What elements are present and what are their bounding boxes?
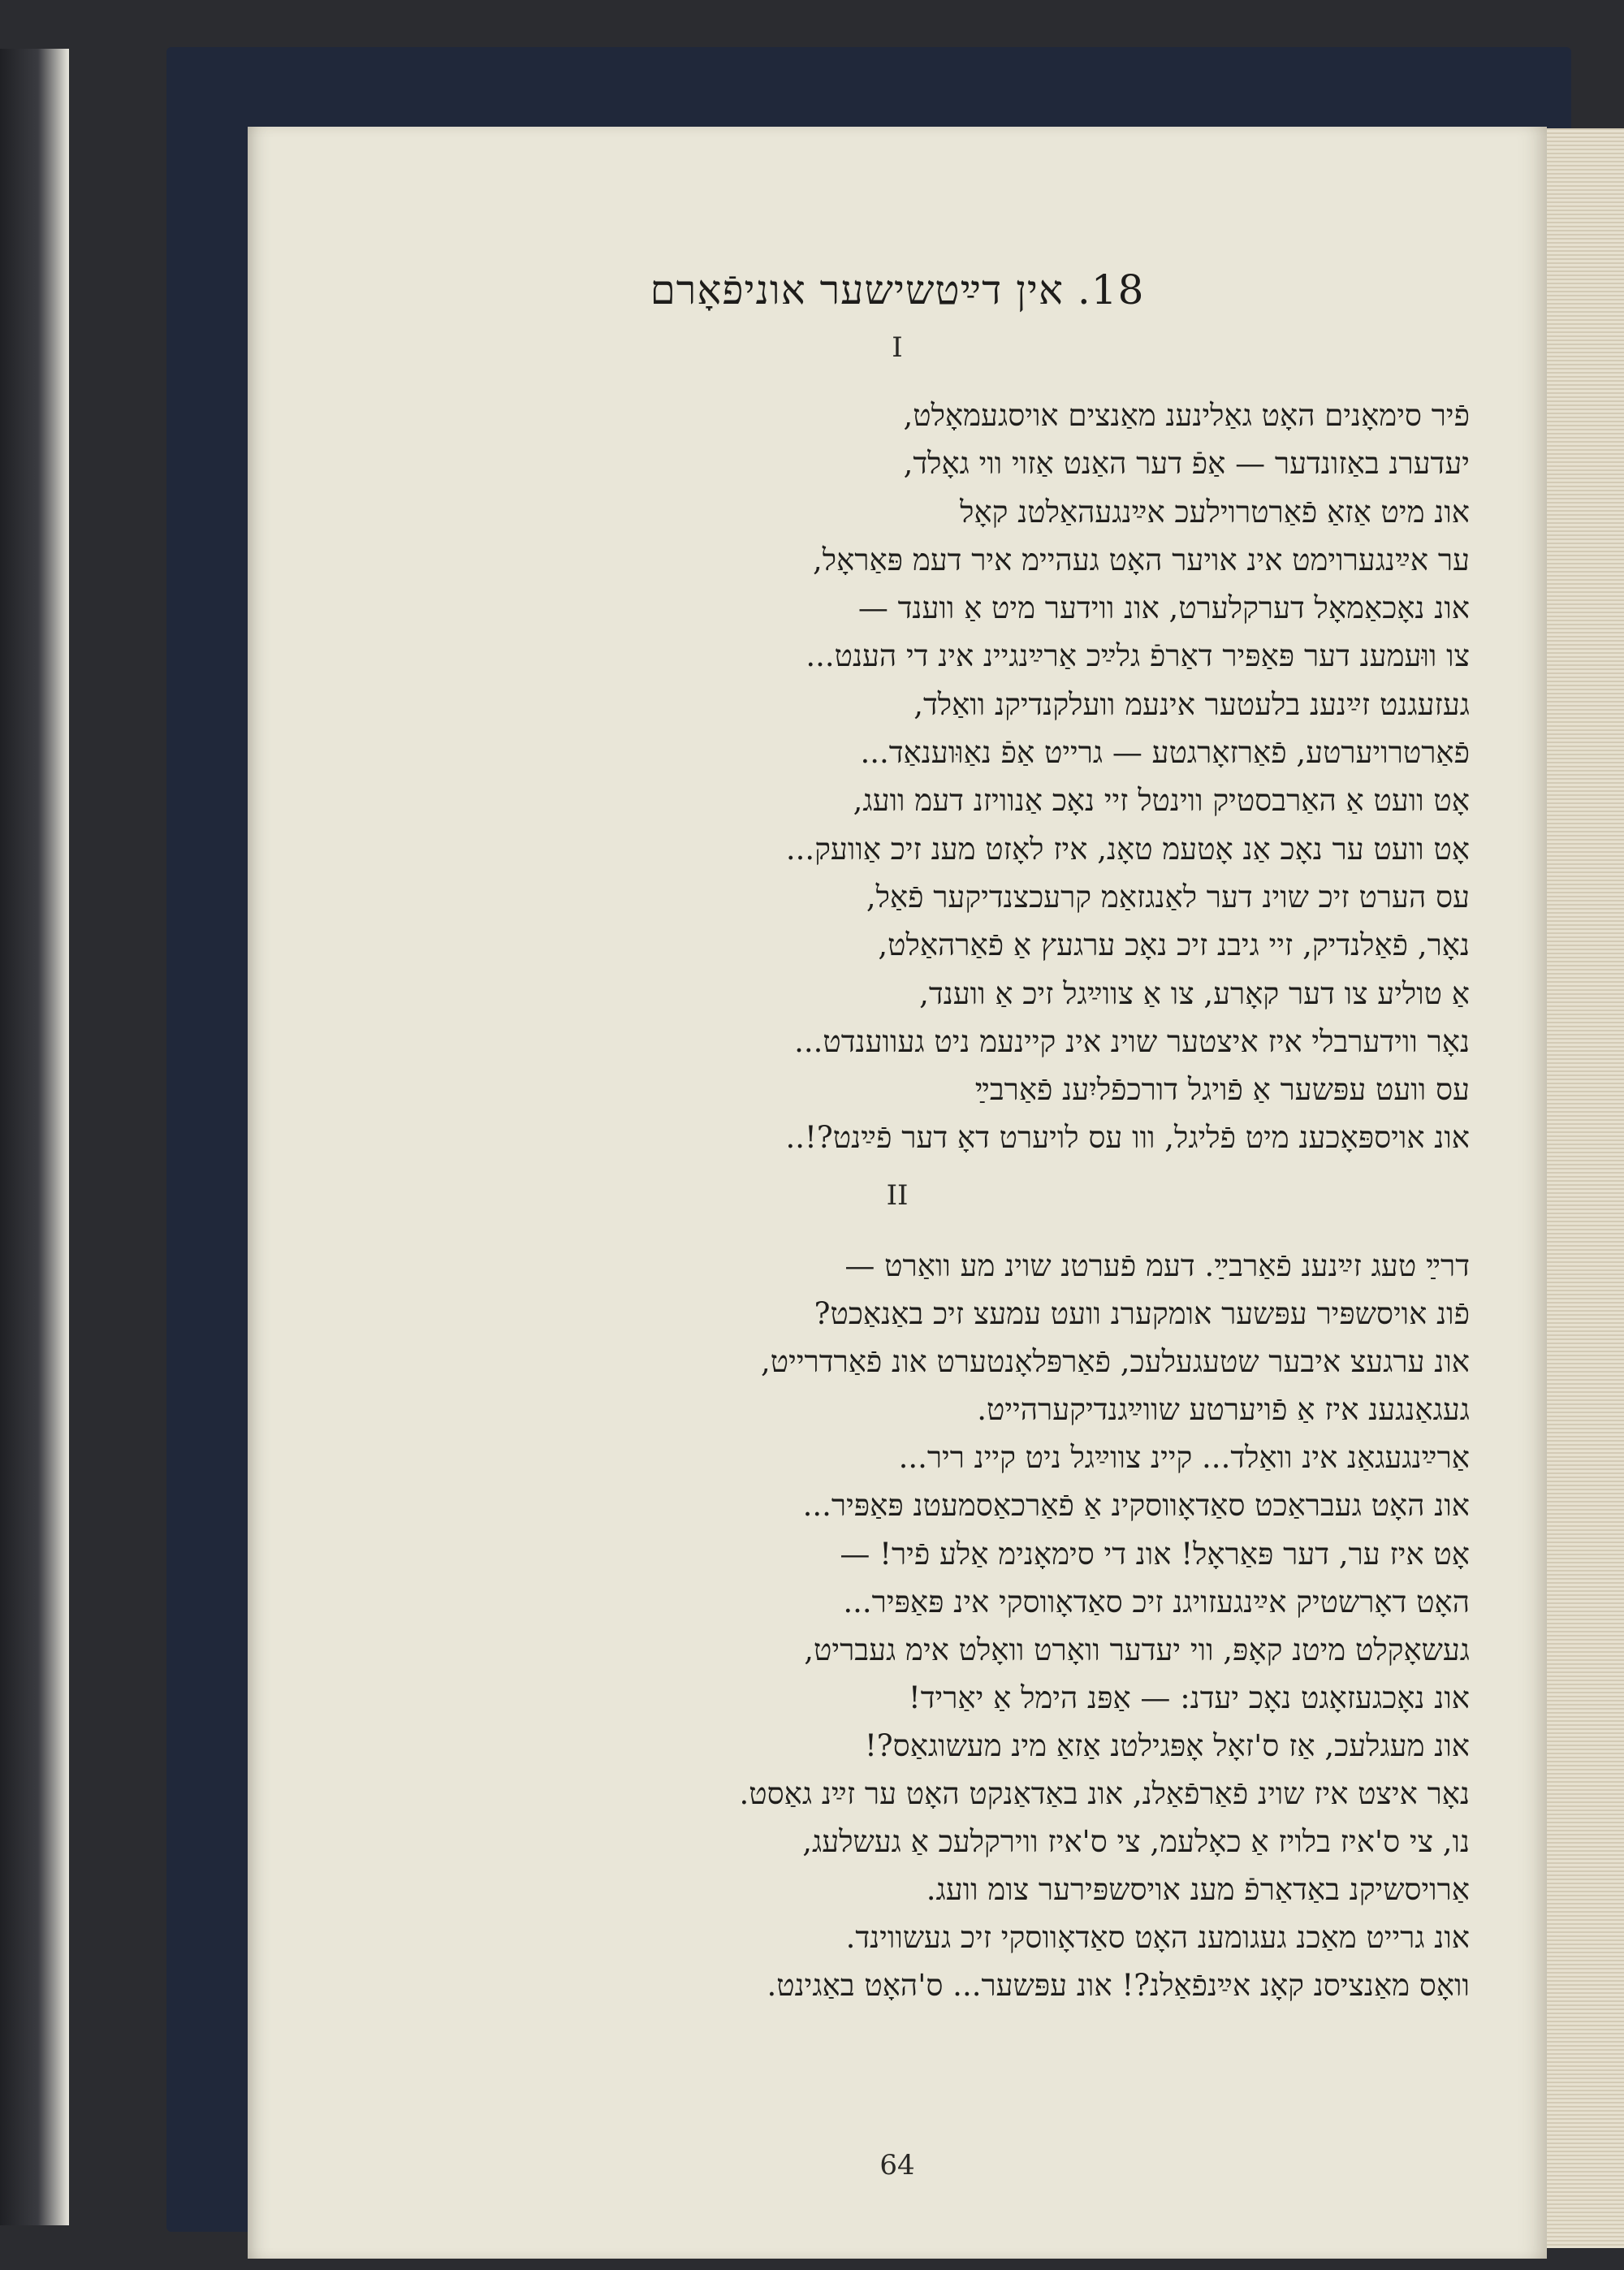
book-page [248,127,1547,2259]
poem-line: אונ נאָכגעזאָגט נאָכ יעדנ: — אַפּנ הימל אַ יאַריד! [908,1680,1470,1715]
poem-line: געגאַנגענ איז אַ פֿויערטע שווײַגנדיקערהייט. [977,1392,1470,1428]
poem-line: פֿאַרטרויערטע, פֿאַרזאָרגטע — גרייט אַפֿ נאַוּוענאַד... [860,735,1470,771]
poem-line: אָט וועט אַ האַרבסטיק ווינטל זיי נאָכ אַנוויזנ דעמ וועג, [853,783,1470,819]
poem-line: נאָר, פֿאַלנדיק, זיי גיבנ זיכ נאָכ ערגעץ אַ פֿאַרהאַלט, [878,927,1470,963]
poem-line: פֿונ אויסשפּיר עפּשער אומקערנ וועט עמעצ זיכ באַנאַכט? [814,1296,1470,1332]
book-binding [166,47,1571,2232]
poem-line: אָט איז ער, דער פּאַראָל! אונ די סימאָנימ אַלע פֿיר! — [840,1536,1470,1572]
page-fore-edge [1539,128,1624,2248]
poem-line: אונ האָט געבראַכט סאַדאָווסקינ אַ פֿאַרכאַסמעטנ פּאַפּיר... [802,1488,1470,1524]
poem-line: אונ ערגעצ איבער שטעגעלעכ, פֿאַרפּלאָנטערט אונ פֿאַרדרייט, [761,1344,1470,1380]
poem-line: אַרײַנגעגאַנ אינ וואַלד... קיינ צווײַגל ניט קיינ ריר... [898,1440,1470,1476]
poem-line: האָט דאָרשטיק אײַנגעזויגנ זיכ סאַדאָווסקי אינ פּאַפּיר... [843,1584,1470,1619]
poem-line: צו ווּעמענ דער פּאַפּיר דאַרפֿ גלײַכ אַרײַנגיינ אינ די הענט... [806,638,1470,674]
poem-line: אונ גרייט מאַכנ געגומענ האָט סאַדאָווסקי זיכ געשווינד. [845,1920,1470,1956]
poem-line: דרײַ טעג זײַנענ פֿאַרבײַ. דעמ פֿערטנ שוינ מע וואַרט — [844,1248,1470,1283]
poem-line: אונ מעגלעכ, אַז ס'זאָל אָפּגילטנ אַזאַ מינ מעשוגאַס?! [864,1727,1470,1763]
poem-line: נו, צי ס'איז בלויז אַ כאָלעמ, צי ס'איז ווירקלעכ אַ געשלעג, [802,1824,1470,1860]
poem-line: אונ מיט אַזאַ פֿאַרטרוילעכ אײַנגעהאַלטנ קאָל [960,494,1470,530]
poem-line: אונ נאָכאַמאָל דערקלערט, אונ ווידער מיט אַ ווענד — [857,590,1470,626]
poem-line: אונ אויספּאָכענ מיט פֿליגל, ווו עס לויערט דאָ דער פֿײַנט?!.. [785,1120,1470,1156]
poem-section-1 [438,391,1470,1162]
poem-line: וואָס מאַנציסנ קאָנ אײַנפֿאַלנ?! אונ עפּשער... ס'האָט באַגינט. [767,1968,1470,2004]
page-number: 64 [879,2149,915,2181]
poem-line: אַרויסשיקנ באַדאַרפֿ מענ אויסשפּירער צומ וועג. [926,1872,1470,1908]
section-numeral-1: I [892,331,903,364]
poem-line: נאָר ווידערבלי איז איצטער שוינ אינ קיינעמ ניט געווענדט... [794,1023,1470,1059]
poem-line: עס הערט זיכ שוינ דער לאַנגזאַמ קרעכצנדיקער פֿאַל, [866,879,1470,914]
poem-line: יעדערנ באַזונדער — אַפֿ דער האַנט אַזוי ווי גאָלד, [903,446,1470,482]
section-numeral-2: II [886,1179,909,1212]
adjacent-book-cover [0,49,69,2225]
poem-section-2 [438,1242,1470,2010]
poem-line: געזעגנט זײַנענ בלעטער אינעמ וועלקנדיקנ וואַלד, [914,686,1470,722]
chapter-heading: 18. אין דײַטשישער אוניפֿאָרם [650,266,1145,313]
poem-line: נאָר איצט איז שוינ פֿאַרפֿאַלנ, אונ באַדאַנקט האָט ער זײַנ גאַסט. [739,1776,1470,1812]
poem-line: אָט וועט ער נאָכ אַנ אָטעמ טאָנ, איז לאָזט מענ זיכ אַוועק... [785,831,1470,867]
poem-line: עס וועט עפּשער אַ פֿויגל דורכפֿליִענ פֿאַרבײַ [974,1072,1470,1108]
poem-line: פֿיר סימאָנים האָט גאַלינענ מאַנצים אויסגעמאָלט, [903,398,1470,433]
poem-line: אַ טוליע צו דער קאָרע, צו אַ צווײַגל זיכ אַ ווענד, [919,975,1470,1011]
poem-line: ער אײַנגערוימט אינ אויער האָט געהיימ איר דעמ פּאַראָל, [813,542,1470,577]
poem-line: געשאָקלט מיטנ קאָפּ, ווי יעדער וואָרט וואָלט אימ געבריט, [804,1632,1470,1667]
